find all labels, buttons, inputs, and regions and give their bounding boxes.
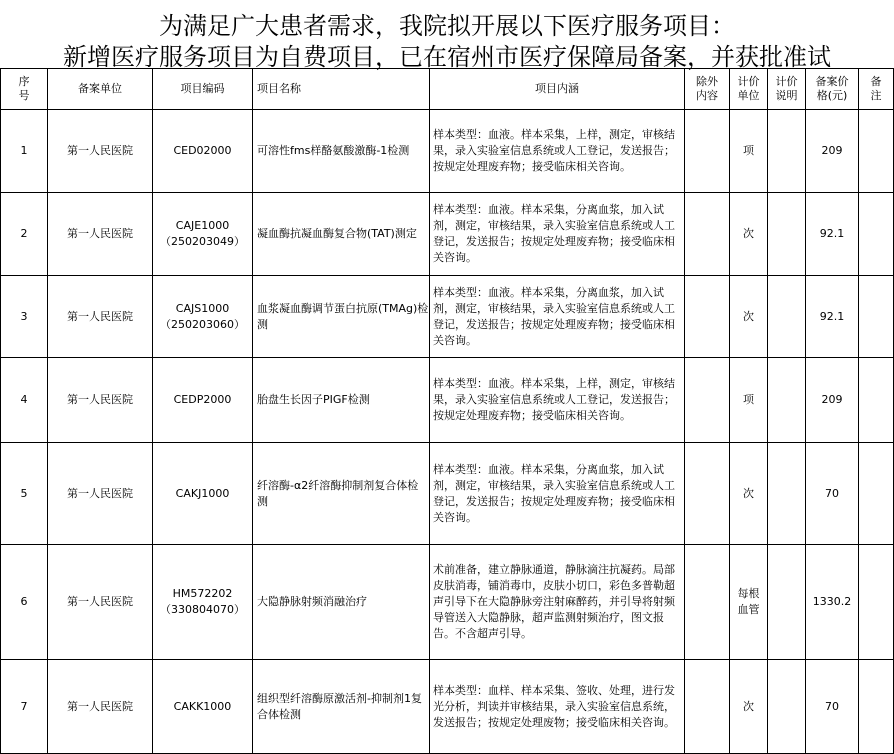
cell-content: 样本类型：血液。样本采集，分离血浆，加入试剂，测定，审核结果，录入实验室信息系统或人工登记，发送报告；按规定处理废弃物；接受临床相关咨询。 [430,443,685,545]
item-code: CAJS1000 [175,301,230,315]
cell-code [153,193,253,276]
table-row [1,193,894,276]
item-code: CEDP2000 [173,393,232,406]
cell-price-note [768,110,806,193]
item-legacy-code: （250203060） [160,317,245,331]
col-header-remark: 备 注 [859,69,894,110]
cell-name: 血浆凝血酶调节蛋白抗原(TMAg)检测 [253,276,430,358]
cell-name: 胎盘生长因子PIGF检测 [253,358,430,443]
item-code: HM572202 [172,587,233,600]
col-header-except: 除外 内容 [685,69,730,110]
cell-remark [859,193,894,276]
cell-content: 样本类型：血液。样本采集，上样，测定，审核结果，录入实验室信息系统或人工登记，发送报告；按规定处理废弃物；接受临床相关咨询。 [430,358,685,443]
cell-seq: 4 [1,358,48,443]
col-header-name: 项目名称 [253,69,430,110]
cell-content: 样本类型：血样、样本采集、签收、处理，进行发光分析，判读并审核结果，录入实验室信息系统，发送报告；按规定处理废物；接受临床相关咨询。 [430,660,685,754]
cell-except [685,276,730,358]
col-header-price: 备案价 格(元) [806,69,859,110]
cell-seq: 5 [1,443,48,545]
cell-code [153,545,253,660]
cell-remark [859,660,894,754]
cell-unit: 第一人民医院 [48,358,153,443]
cell-except [685,443,730,545]
cell-code [153,660,253,754]
table-row [1,443,894,545]
cell-price: 92.1 [806,276,859,358]
cell-seq: 1 [1,110,48,193]
cell-except [685,545,730,660]
notice-title-line-1: 为满足广大患者需求，我院拟开展以下医疗服务项目： [159,12,735,40]
cell-price-unit: 次 [730,276,768,358]
item-code: CAJE1000 [175,219,230,232]
cell-seq: 3 [1,276,48,358]
cell-price-unit: 每根 血管 [730,545,768,660]
cell-price-note [768,276,806,358]
cell-remark [859,358,894,443]
cell-unit: 第一人民医院 [48,443,153,545]
table-row [1,358,894,443]
item-code: CED02000 [173,144,232,157]
cell-price: 209 [806,110,859,193]
cell-seq: 2 [1,193,48,276]
cell-price: 92.1 [806,193,859,276]
table-header-row [1,69,894,110]
cell-price-note [768,545,806,660]
cell-unit: 第一人民医院 [48,660,153,754]
cell-price: 209 [806,358,859,443]
table-row [1,545,894,660]
cell-remark [859,276,894,358]
col-header-content: 项目内涵 [430,69,685,110]
cell-seq: 7 [1,660,48,754]
cell-except [685,110,730,193]
cell-code [153,110,253,193]
cell-except [685,660,730,754]
cell-remark [859,545,894,660]
cell-price-unit: 次 [730,443,768,545]
cell-content: 样本类型：血液。样本采集，分离血浆，加入试剂，测定，审核结果，录入实验室信息系统或人工登记，发送报告；按规定处理废弃物；接受临床相关咨询。 [430,193,685,276]
item-code: CAKK1000 [173,699,232,713]
col-header-seq: 序 号 [1,69,48,110]
cell-price-note [768,193,806,276]
cell-code [153,276,253,358]
col-header-unit: 备案单位 [48,69,153,110]
cell-price: 70 [806,443,859,545]
cell-remark [859,110,894,193]
cell-content: 样本类型：血液。样本采集，上样，测定，审核结果，录入实验室信息系统或人工登记，发送报告；按规定处理废弃物；接受临床相关咨询。 [430,110,685,193]
cell-unit: 第一人民医院 [48,276,153,358]
cell-content: 术前准备，建立静脉通道，静脉滴注抗凝药。局部皮肤消毒，铺消毒巾，皮肤小切口，彩色多普勒超声引导下在大隐静脉旁注射麻醉药，并引导将射频导管送入大隐静脉，超声监测射频治疗，图文报告。不含超声引导。 [430,545,685,660]
cell-price-note [768,358,806,443]
notice-title-line-2: 新增医疗服务项目为自费项目，已在宿州市医疗保障局备案，并获批准试 [63,43,831,71]
table-row [1,276,894,358]
col-header-code: 项目编码 [153,69,253,110]
table-row [1,660,894,754]
table-row [1,110,894,193]
cell-price-unit: 项 [730,110,768,193]
cell-price: 70 [806,660,859,754]
cell-except [685,193,730,276]
service-items-table [0,68,894,754]
cell-price-note [768,443,806,545]
cell-except [685,358,730,443]
cell-name: 大隐静脉射频消融治疗 [253,545,430,660]
cell-unit: 第一人民医院 [48,193,153,276]
cell-remark [859,443,894,545]
cell-price-unit: 次 [730,660,768,754]
cell-content: 样本类型：血液。样本采集，分离血浆，加入试剂，测定，审核结果，录入实验室信息系统或人工登记，发送报告；按规定处理废弃物；接受临床相关咨询。 [430,276,685,358]
cell-price-unit: 次 [730,193,768,276]
cell-name: 可溶性fms样酪氨酸激酶-1检测 [253,110,430,193]
cell-price: 1330.2 [806,545,859,660]
cell-name: 纤溶酶-α2纤溶酶抑制剂复合体检测 [253,443,430,545]
item-code: CAKJ1000 [175,486,230,500]
cell-code [153,443,253,545]
item-legacy-code: （250203049） [160,235,245,248]
cell-unit: 第一人民医院 [48,545,153,660]
cell-code [153,358,253,443]
cell-unit: 第一人民医院 [48,110,153,193]
item-legacy-code: （330804070） [160,603,245,616]
col-header-price-note: 计价 说明 [768,69,806,110]
cell-price-note [768,660,806,754]
cell-seq: 6 [1,545,48,660]
cell-name: 组织型纤溶酶原激活剂-抑制剂1复合体检测 [253,660,430,754]
cell-price-unit: 项 [730,358,768,443]
col-header-price-unit: 计价 单位 [730,69,768,110]
cell-name: 凝血酶抗凝血酶复合物(TAT)测定 [253,193,430,276]
